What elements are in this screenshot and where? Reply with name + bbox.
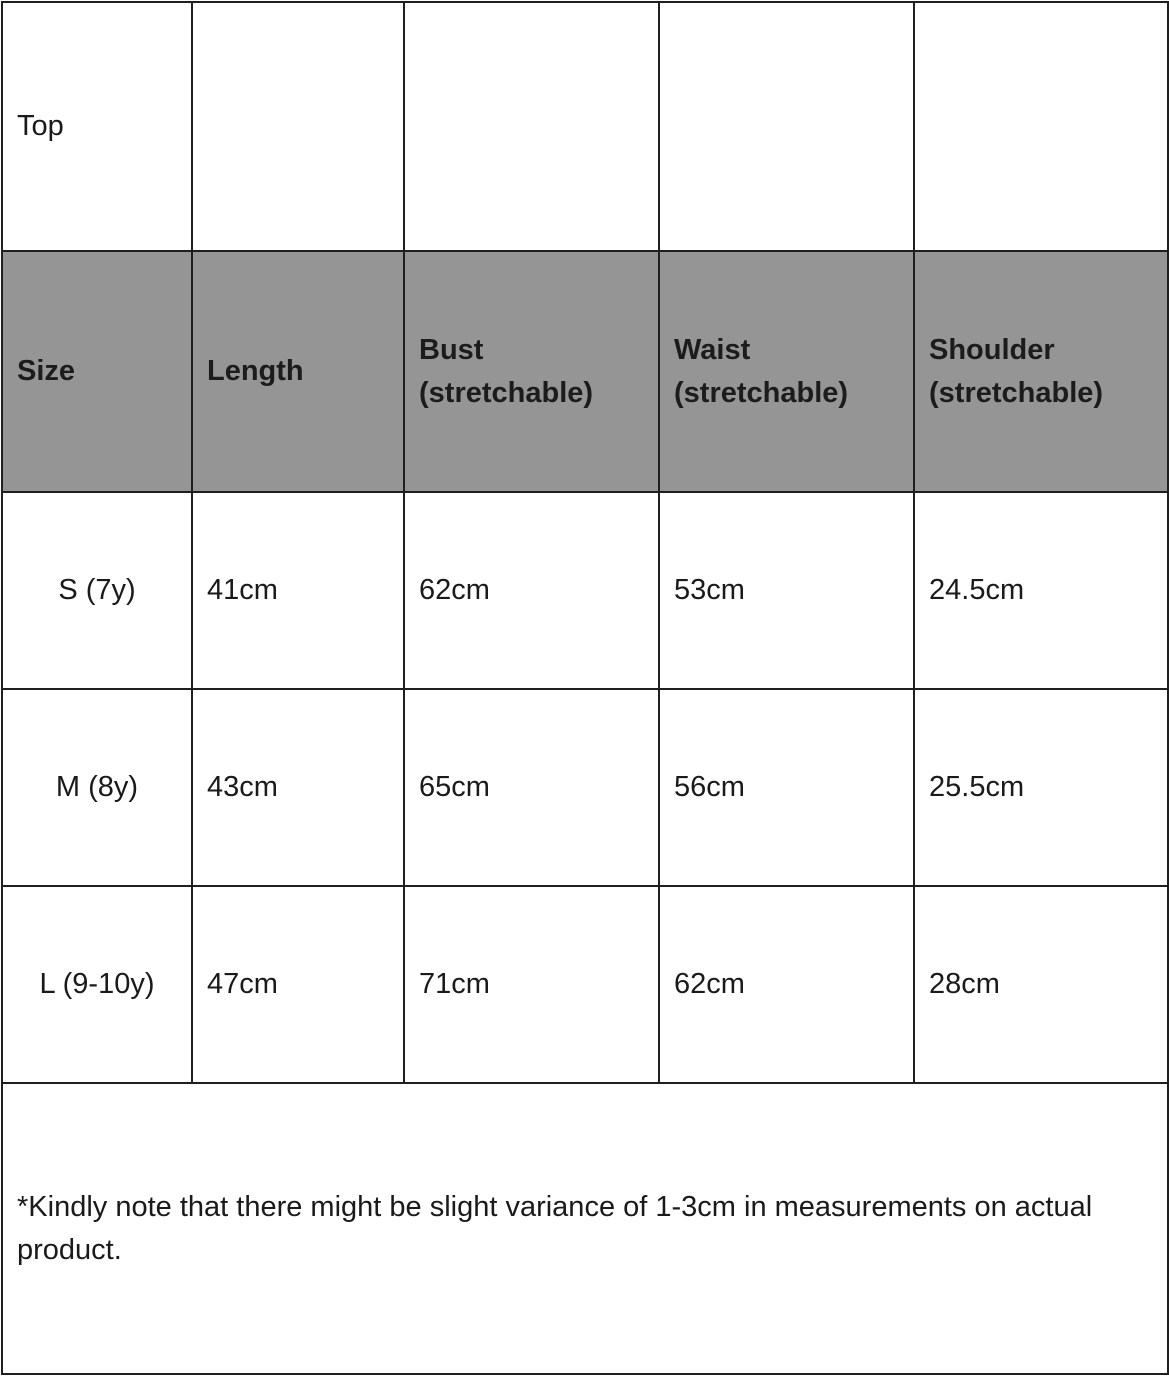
header-shoulder-note: (stretchable) bbox=[929, 376, 1104, 409]
empty-cell bbox=[914, 2, 1168, 251]
header-shoulder-label: Shoulder bbox=[929, 333, 1055, 366]
header-waist-note: (stretchable) bbox=[674, 376, 849, 409]
size-cell: M (8y) bbox=[2, 689, 192, 886]
table-row bbox=[2, 886, 1168, 1083]
size-chart-table bbox=[1, 1, 1169, 1375]
header-size-label: Size bbox=[17, 355, 76, 387]
header-bust-note: (stretchable) bbox=[419, 376, 594, 409]
header-waist bbox=[659, 251, 914, 492]
length-cell: 43cm bbox=[192, 689, 404, 886]
measurement-note: *Kindly note that there might be slight variance of 1-3cm in measurements on actual product. bbox=[2, 1083, 1168, 1374]
empty-cell bbox=[192, 2, 404, 251]
header-length-label: Length bbox=[207, 355, 304, 387]
header-size bbox=[2, 251, 192, 492]
header-row bbox=[2, 251, 1168, 492]
note-row bbox=[2, 1083, 1168, 1374]
size-cell: L (9-10y) bbox=[2, 886, 192, 1083]
bust-cell: 65cm bbox=[404, 689, 659, 886]
shoulder-cell: 24.5cm bbox=[914, 492, 1168, 689]
header-bust-label: Bust bbox=[419, 333, 484, 366]
header-length bbox=[192, 251, 404, 492]
shoulder-cell: 25.5cm bbox=[914, 689, 1168, 886]
empty-cell bbox=[659, 2, 914, 251]
waist-cell: 62cm bbox=[659, 886, 914, 1083]
length-cell: 47cm bbox=[192, 886, 404, 1083]
length-cell: 41cm bbox=[192, 492, 404, 689]
table-row bbox=[2, 492, 1168, 689]
header-bust bbox=[404, 251, 659, 492]
bust-cell: 71cm bbox=[404, 886, 659, 1083]
header-waist-label: Waist bbox=[674, 333, 751, 366]
shoulder-cell: 28cm bbox=[914, 886, 1168, 1083]
empty-cell bbox=[404, 2, 659, 251]
table-row bbox=[2, 689, 1168, 886]
table-title: Top bbox=[2, 2, 192, 251]
bust-cell: 62cm bbox=[404, 492, 659, 689]
waist-cell: 56cm bbox=[659, 689, 914, 886]
title-row bbox=[2, 2, 1168, 251]
waist-cell: 53cm bbox=[659, 492, 914, 689]
header-shoulder bbox=[914, 251, 1168, 492]
size-cell: S (7y) bbox=[2, 492, 192, 689]
